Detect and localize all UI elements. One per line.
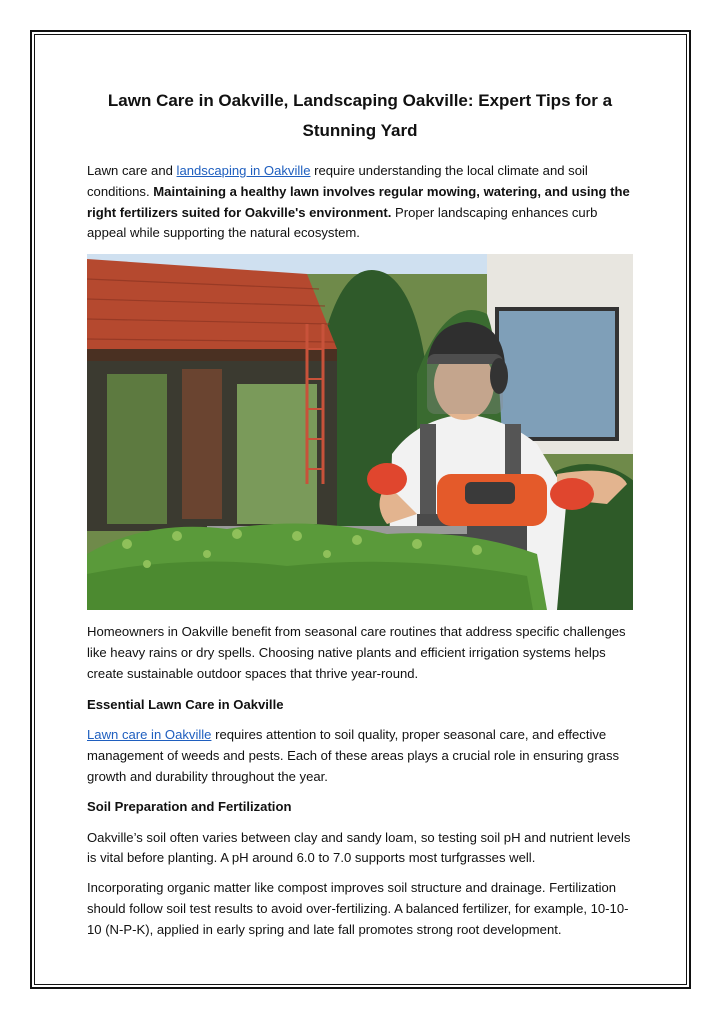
intro-lead: Lawn care and	[87, 163, 177, 178]
seasonal-care-paragraph: Homeowners in Oakville benefit from seasonal care routines that address specific challenges like heavy rains or dry spells. Choosing native plants and efficient irrigation systems helps create sustainable outdoor spaces that thrive year-round.	[87, 624, 626, 681]
soil-ph-paragraph: Oakville’s soil often varies between clay and sandy loam, so testing soil pH and nutrient levels is vital before planting. A pH around 6.0 to 7.0 supports most turfgrasses well.	[87, 829, 631, 866]
essential-lawn-care-text: requires attention to soil quality, proper seasonal care, and effective management of weeds and pests. Each of these areas plays a crucial role in ensuring grass growth and durability throughout the year.	[87, 727, 620, 784]
landscaping-link[interactable]: landscaping in Oakville	[176, 163, 311, 178]
intro-paragraph	[87, 161, 633, 244]
essential-lawn-care-heading: Essential Lawn Care in Oakville	[87, 696, 284, 712]
essential-lawn-care-paragraph	[87, 725, 633, 787]
soil-preparation-heading: Soil Preparation and Fertilization	[87, 798, 292, 814]
intro-tail: Proper landscaping enhances curb appeal while supporting the natural ecosystem.	[87, 204, 598, 241]
fertilization-paragraph: Incorporating organic matter like compost improves soil structure and drainage. Fertilization should follow soil test results to avoid over-fertilizing. A balanced fertilizer, for example, 10-10-10 (N-P-K), applied in early spring and late fall promotes strong root development.	[87, 880, 629, 937]
lawn-care-link[interactable]: Lawn care in Oakville	[87, 727, 212, 743]
article-content	[87, 86, 633, 950]
intro-after-link: require understanding the local climate and soil conditions.	[87, 163, 588, 199]
hedge-trimming-photo	[87, 254, 633, 610]
article-title: Lawn Care in Oakville, Landscaping Oakville: Expert Tips for a Stunning Yard	[107, 91, 613, 140]
intro-bold: Maintaining a healthy lawn involves regular mowing, watering, and using the right fertilizers suited for Oakville's environment.	[87, 183, 630, 220]
